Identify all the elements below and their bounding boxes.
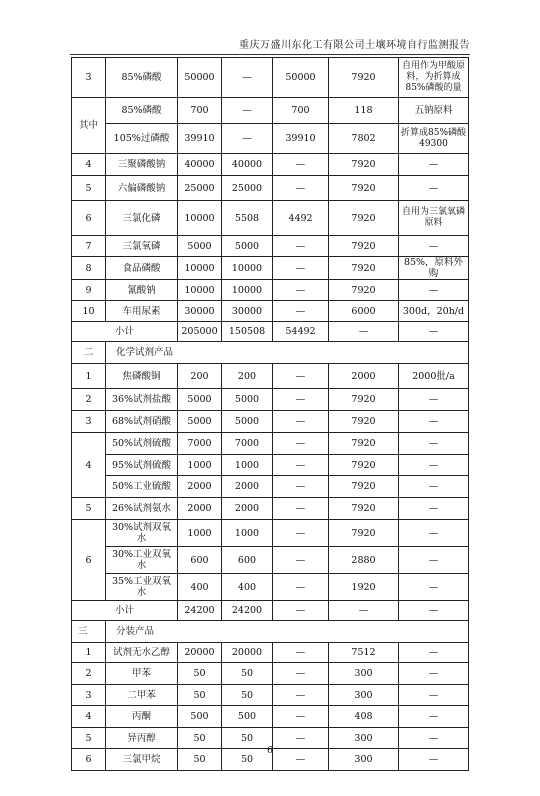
table-cell: 试剂无水乙醇 bbox=[106, 643, 178, 663]
table-row bbox=[72, 547, 469, 574]
table-cell: — bbox=[399, 643, 469, 663]
table-cell: 54492 bbox=[273, 322, 329, 342]
table-cell: 36%试剂盐酸 bbox=[106, 389, 178, 411]
table-cell: — bbox=[399, 663, 469, 685]
table-cell: 26%试剂氨水 bbox=[106, 498, 178, 520]
table-cell: 4 bbox=[72, 706, 106, 728]
table-row bbox=[72, 601, 469, 621]
table-cell: 50000 bbox=[273, 58, 329, 98]
table-cell: 500 bbox=[222, 706, 273, 728]
table-cell: 小计 bbox=[72, 322, 178, 342]
table-cell: — bbox=[273, 476, 329, 498]
table-cell: 6000 bbox=[329, 301, 399, 322]
page-header: 重庆万盛川东化工有限公司土壤环境自行监测报告 bbox=[70, 36, 470, 55]
table-cell: 7920 bbox=[329, 476, 399, 498]
table-cell: 300d，20h/d bbox=[399, 301, 469, 322]
table-cell: 7000 bbox=[222, 433, 273, 455]
table-cell: 50 bbox=[178, 685, 222, 706]
table-cell: 150508 bbox=[222, 322, 273, 342]
table-cell: — bbox=[399, 236, 469, 257]
table-cell: 5000 bbox=[178, 411, 222, 433]
table-cell: 分装产品 bbox=[106, 621, 469, 643]
table-cell: 300 bbox=[329, 663, 399, 685]
table-cell: 50 bbox=[222, 685, 273, 706]
table-cell: — bbox=[273, 389, 329, 411]
table-cell: 7000 bbox=[178, 433, 222, 455]
table-cell: — bbox=[273, 411, 329, 433]
table-cell: 200 bbox=[178, 364, 222, 389]
table-cell: 9 bbox=[72, 280, 106, 301]
table-cell: 50%试剂硫酸 bbox=[106, 433, 178, 455]
table-cell: 24200 bbox=[178, 601, 222, 621]
table-cell: 三聚磷酸钠 bbox=[106, 154, 178, 176]
table-cell: — bbox=[273, 574, 329, 601]
table-cell: 2000批/a bbox=[399, 364, 469, 389]
table-cell: 5508 bbox=[222, 201, 273, 236]
table-cell: 24200 bbox=[222, 601, 273, 621]
table-row bbox=[72, 476, 469, 498]
table-row bbox=[72, 498, 469, 520]
table-cell: 10000 bbox=[222, 280, 273, 301]
table-cell: 300 bbox=[329, 685, 399, 706]
table-cell: — bbox=[399, 520, 469, 547]
table-cell: 3 bbox=[72, 411, 106, 433]
table-cell: — bbox=[399, 154, 469, 176]
table-cell: — bbox=[273, 236, 329, 257]
table-cell: 丙酮 bbox=[106, 706, 178, 728]
table-row bbox=[72, 280, 469, 301]
table-cell: — bbox=[399, 706, 469, 728]
table-cell: — bbox=[399, 601, 469, 621]
table-cell: — bbox=[273, 749, 329, 771]
table-cell: 7 bbox=[72, 236, 106, 257]
table-cell: 500 bbox=[178, 706, 222, 728]
table-cell: — bbox=[273, 154, 329, 176]
table-cell: 7920 bbox=[329, 154, 399, 176]
table-row bbox=[72, 663, 469, 685]
table-cell: 25000 bbox=[222, 176, 273, 201]
table-cell: — bbox=[273, 257, 329, 280]
table-cell: 焦磷酸铜 bbox=[106, 364, 178, 389]
table-row bbox=[72, 98, 469, 124]
table-cell: 40000 bbox=[178, 154, 222, 176]
table-row bbox=[72, 176, 469, 201]
table-row bbox=[72, 389, 469, 411]
table-row bbox=[72, 706, 469, 728]
table-row bbox=[72, 520, 469, 547]
table-cell: 5 bbox=[72, 728, 106, 749]
table-row bbox=[72, 201, 469, 236]
table-row bbox=[72, 301, 469, 322]
table-cell: — bbox=[399, 176, 469, 201]
table-cell: 85%，原料外购 bbox=[399, 257, 469, 280]
table-cell: — bbox=[399, 498, 469, 520]
table-cell: — bbox=[273, 520, 329, 547]
table-cell: 化学试剂产品 bbox=[106, 342, 469, 364]
table-cell: — bbox=[273, 643, 329, 663]
table-cell: 400 bbox=[178, 574, 222, 601]
table-cell: — bbox=[222, 124, 273, 154]
table-cell: 1 bbox=[72, 364, 106, 389]
table-cell: 118 bbox=[329, 98, 399, 124]
table-cell: 1000 bbox=[222, 520, 273, 547]
table-cell: — bbox=[222, 58, 273, 98]
table-cell: 300 bbox=[329, 749, 399, 771]
table-cell: 1000 bbox=[178, 520, 222, 547]
table-cell: 4 bbox=[72, 433, 106, 498]
table-cell: 5000 bbox=[222, 389, 273, 411]
table-cell: — bbox=[399, 411, 469, 433]
table-row bbox=[72, 58, 469, 98]
table-cell: — bbox=[273, 364, 329, 389]
table-cell: 30%试剂双氧水 bbox=[106, 520, 178, 547]
table-cell: 自用作为甲酸原料，为折算成85%磷酸的量 bbox=[399, 58, 469, 98]
table-cell: 10000 bbox=[178, 201, 222, 236]
table-cell: 68%试剂硝酸 bbox=[106, 411, 178, 433]
table-cell: 6 bbox=[72, 749, 106, 771]
table-cell: 4492 bbox=[273, 201, 329, 236]
table-cell: 7920 bbox=[329, 520, 399, 547]
table-cell: 1920 bbox=[329, 574, 399, 601]
table-cell: 85%磷酸 bbox=[106, 98, 178, 124]
table-cell: 10 bbox=[72, 301, 106, 322]
table-cell: — bbox=[273, 685, 329, 706]
table-cell: 自用为三氯氧磷原料 bbox=[399, 201, 469, 236]
table-cell: 50 bbox=[178, 663, 222, 685]
table-cell: 95%试剂硫酸 bbox=[106, 455, 178, 476]
table-cell: — bbox=[273, 498, 329, 520]
table-cell: 39910 bbox=[273, 124, 329, 154]
table-cell: — bbox=[273, 301, 329, 322]
table-cell: 折算成85%磷酸49300 bbox=[399, 124, 469, 154]
table-cell: 50%工业硫酸 bbox=[106, 476, 178, 498]
production-table bbox=[71, 57, 469, 771]
table-cell: 50 bbox=[222, 749, 273, 771]
table-cell: 7920 bbox=[329, 176, 399, 201]
table-cell: 39910 bbox=[178, 124, 222, 154]
table-row bbox=[72, 574, 469, 601]
table-cell: 50 bbox=[222, 728, 273, 749]
table-cell: 85%磷酸 bbox=[106, 58, 178, 98]
table-cell: — bbox=[399, 749, 469, 771]
table-cell: 小计 bbox=[72, 601, 178, 621]
table-cell: 7920 bbox=[329, 201, 399, 236]
table-cell: 25000 bbox=[178, 176, 222, 201]
table-cell: 7920 bbox=[329, 455, 399, 476]
table-cell: — bbox=[273, 280, 329, 301]
table-row bbox=[72, 257, 469, 280]
table-cell: 8 bbox=[72, 257, 106, 280]
table-cell: — bbox=[273, 455, 329, 476]
table-cell: 205000 bbox=[178, 322, 222, 342]
table-cell: — bbox=[399, 685, 469, 706]
table-cell: 400 bbox=[222, 574, 273, 601]
table-cell: 30%工业双氧水 bbox=[106, 547, 178, 574]
table-cell: 700 bbox=[273, 98, 329, 124]
table-cell: — bbox=[222, 98, 273, 124]
table-cell: 7920 bbox=[329, 236, 399, 257]
table-cell: 200 bbox=[222, 364, 273, 389]
table-cell: 2000 bbox=[222, 476, 273, 498]
table-cell: 20000 bbox=[178, 643, 222, 663]
table-cell: 7512 bbox=[329, 643, 399, 663]
table-cell: 7920 bbox=[329, 389, 399, 411]
table-cell: 30000 bbox=[178, 301, 222, 322]
table-cell: — bbox=[399, 433, 469, 455]
table-cell: 三氯甲烷 bbox=[106, 749, 178, 771]
table-cell: — bbox=[273, 706, 329, 728]
table-cell: — bbox=[273, 176, 329, 201]
table-cell: — bbox=[399, 280, 469, 301]
table-cell: 7920 bbox=[329, 280, 399, 301]
table-row bbox=[72, 364, 469, 389]
table-body bbox=[72, 58, 469, 771]
table-cell: 7920 bbox=[329, 433, 399, 455]
table-cell: 50 bbox=[178, 749, 222, 771]
table-cell: 3 bbox=[72, 685, 106, 706]
table-cell: 3 bbox=[72, 58, 106, 98]
table-cell: 50 bbox=[178, 728, 222, 749]
table-row bbox=[72, 236, 469, 257]
table-cell: — bbox=[399, 728, 469, 749]
table-cell: 2000 bbox=[329, 364, 399, 389]
table-cell: 2 bbox=[72, 663, 106, 685]
table-cell: 600 bbox=[222, 547, 273, 574]
table-cell: — bbox=[273, 663, 329, 685]
table-cell: 食品磷酸 bbox=[106, 257, 178, 280]
table-cell: 5 bbox=[72, 176, 106, 201]
table-cell: 50000 bbox=[178, 58, 222, 98]
table-cell: — bbox=[399, 574, 469, 601]
table-cell: 105%过磷酸 bbox=[106, 124, 178, 154]
table-cell: 2000 bbox=[178, 498, 222, 520]
table-cell: 5000 bbox=[222, 236, 273, 257]
table-cell: 五钠原料 bbox=[399, 98, 469, 124]
table-cell: — bbox=[399, 547, 469, 574]
table-cell: 甲苯 bbox=[106, 663, 178, 685]
table-row bbox=[72, 342, 469, 364]
table-row bbox=[72, 455, 469, 476]
table-row bbox=[72, 322, 469, 342]
table-cell: 2880 bbox=[329, 547, 399, 574]
table-cell: 三氯化磷 bbox=[106, 201, 178, 236]
table-cell: 700 bbox=[178, 98, 222, 124]
table-cell: 6 bbox=[72, 201, 106, 236]
table-cell: 5000 bbox=[178, 236, 222, 257]
table-cell: — bbox=[399, 389, 469, 411]
table-cell: 车用尿素 bbox=[106, 301, 178, 322]
table-cell: — bbox=[329, 601, 399, 621]
table-row bbox=[72, 154, 469, 176]
table-cell: 7920 bbox=[329, 498, 399, 520]
table-cell: 7920 bbox=[329, 257, 399, 280]
table-cell: 二 bbox=[72, 342, 106, 364]
table-cell: 2000 bbox=[222, 498, 273, 520]
table-row bbox=[72, 621, 469, 643]
table-row bbox=[72, 411, 469, 433]
table-cell: 三 bbox=[72, 621, 106, 643]
table-row bbox=[72, 124, 469, 154]
table-cell: 20000 bbox=[222, 643, 273, 663]
table-cell: — bbox=[273, 433, 329, 455]
table-cell: 5000 bbox=[222, 411, 273, 433]
page-number: 6 bbox=[267, 746, 273, 756]
table-cell: 30000 bbox=[222, 301, 273, 322]
table-cell: 1 bbox=[72, 643, 106, 663]
table-cell: 4 bbox=[72, 154, 106, 176]
table-cell: 二甲苯 bbox=[106, 685, 178, 706]
table-cell: 2 bbox=[72, 389, 106, 411]
table-cell: 300 bbox=[329, 728, 399, 749]
table-cell: — bbox=[399, 455, 469, 476]
table-cell: 50 bbox=[222, 663, 273, 685]
table-cell: 7920 bbox=[329, 411, 399, 433]
table-row bbox=[72, 433, 469, 455]
table-cell: 氰酸钠 bbox=[106, 280, 178, 301]
table-cell: 1000 bbox=[222, 455, 273, 476]
table-cell: 10000 bbox=[178, 257, 222, 280]
table-cell: 其中 bbox=[72, 98, 106, 154]
table-cell: 6 bbox=[72, 520, 106, 601]
table-cell: — bbox=[329, 322, 399, 342]
table-cell: 10000 bbox=[222, 257, 273, 280]
table-cell: — bbox=[273, 601, 329, 621]
table-cell: 异丙醇 bbox=[106, 728, 178, 749]
table-cell: — bbox=[399, 476, 469, 498]
table-cell: 7802 bbox=[329, 124, 399, 154]
table-cell: 六偏磷酸钠 bbox=[106, 176, 178, 201]
table-cell: 2000 bbox=[178, 476, 222, 498]
table-cell: 10000 bbox=[178, 280, 222, 301]
table-cell: 三氯氧磷 bbox=[106, 236, 178, 257]
table-cell: 35%工业双氧水 bbox=[106, 574, 178, 601]
table-cell: — bbox=[273, 547, 329, 574]
table-cell: 40000 bbox=[222, 154, 273, 176]
table-cell: 7920 bbox=[329, 58, 399, 98]
table-cell: 408 bbox=[329, 706, 399, 728]
table-cell: — bbox=[273, 728, 329, 749]
table-row bbox=[72, 685, 469, 706]
table-cell: 1000 bbox=[178, 455, 222, 476]
table-row bbox=[72, 643, 469, 663]
table-cell: 600 bbox=[178, 547, 222, 574]
table-cell: — bbox=[399, 322, 469, 342]
table-cell: 5000 bbox=[178, 389, 222, 411]
table-cell: 5 bbox=[72, 498, 106, 520]
